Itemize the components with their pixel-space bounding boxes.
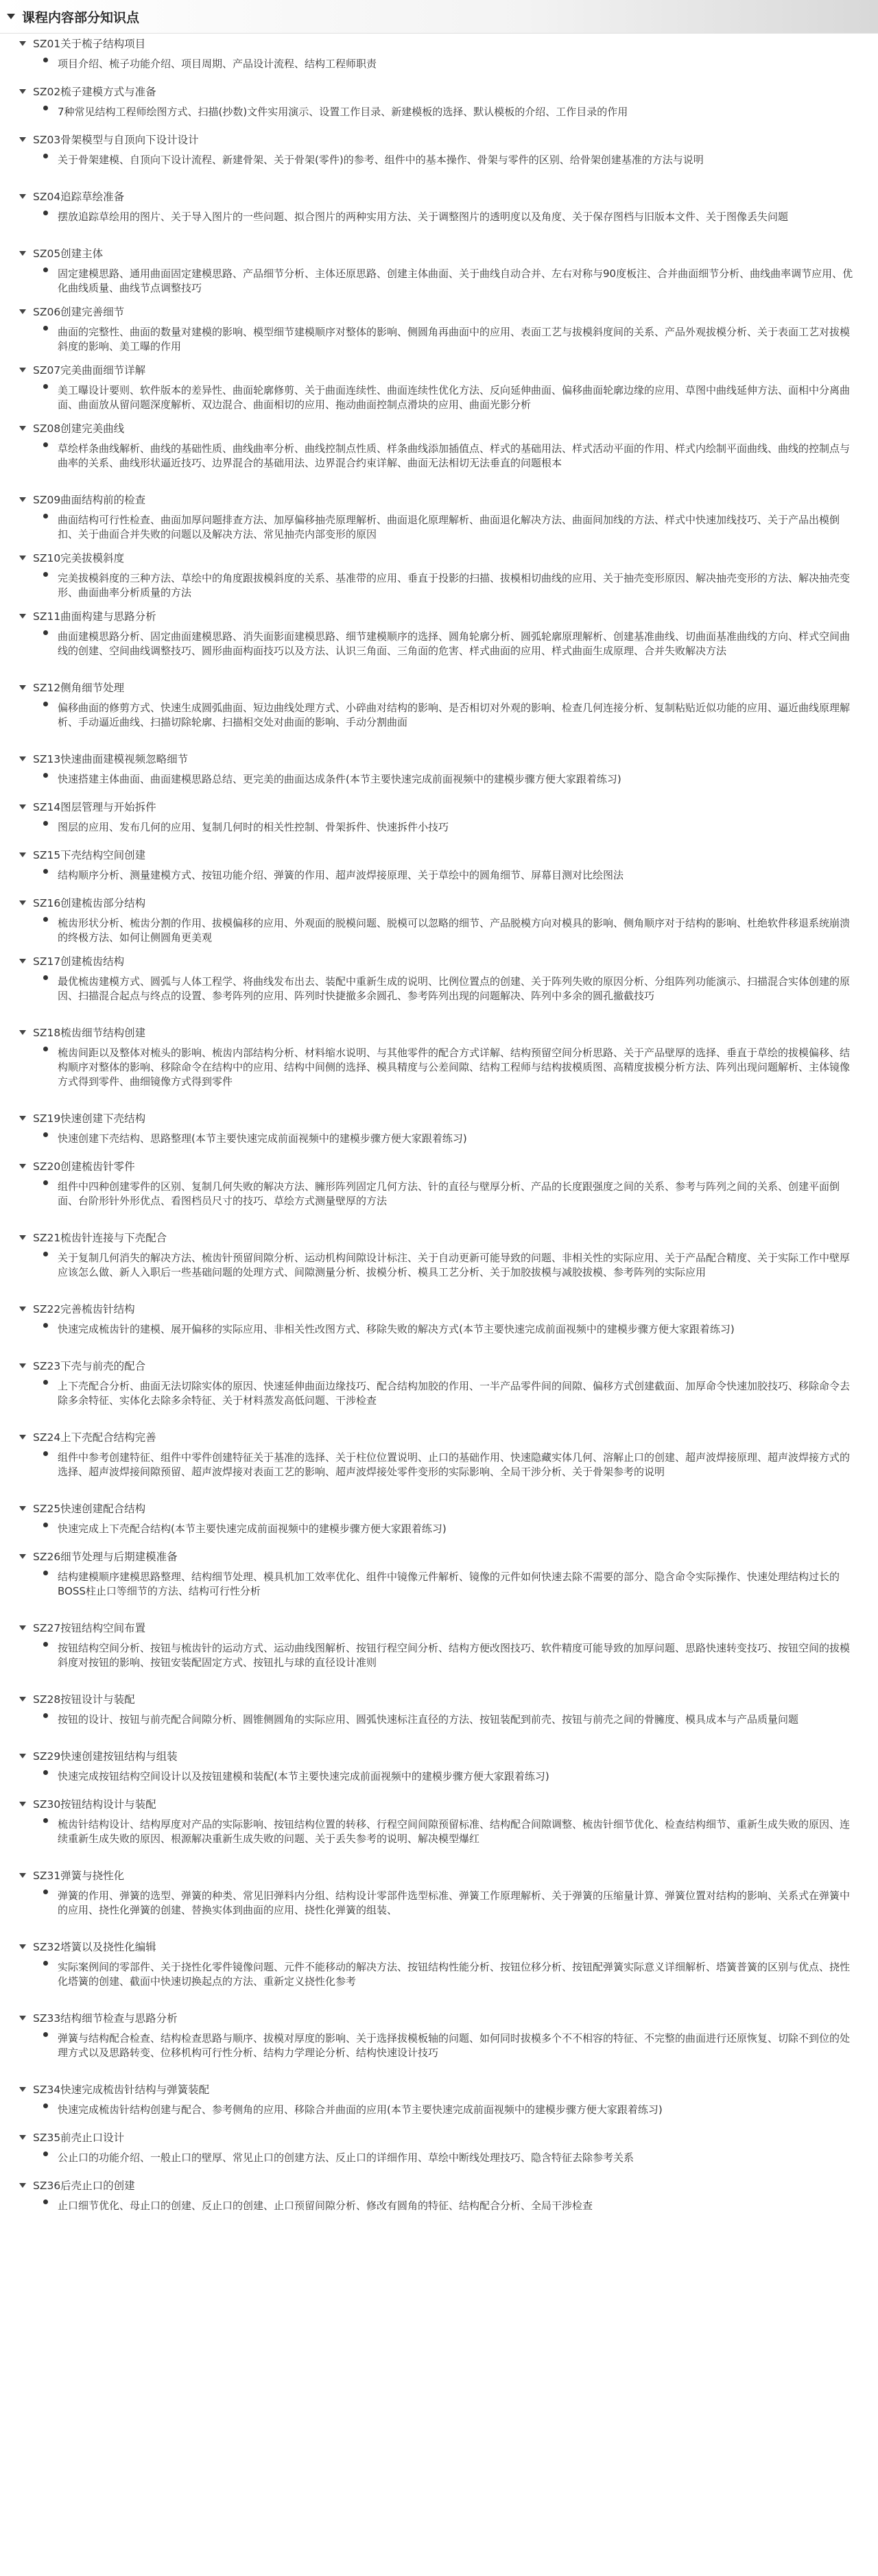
section-bullet xyxy=(43,1446,859,1492)
bullet-dot-icon xyxy=(43,572,48,577)
section-22 xyxy=(0,1299,878,1350)
section-title: SZ23下壳与前壳的配合 xyxy=(33,1360,146,1372)
bullet-dot-icon xyxy=(43,1571,48,1575)
section-header[interactable] xyxy=(0,2175,878,2195)
section-header[interactable] xyxy=(0,1108,878,1128)
collapse-caret-icon[interactable] xyxy=(19,1754,26,1758)
section-header[interactable] xyxy=(0,2127,878,2147)
section-title: SZ04追踪草绘准备 xyxy=(33,191,125,203)
section-23 xyxy=(0,1356,878,1421)
section-header[interactable] xyxy=(0,749,878,768)
section-bullet xyxy=(43,53,859,75)
section-header[interactable] xyxy=(0,130,878,149)
collapse-caret-icon[interactable] xyxy=(19,1363,26,1368)
section-1 xyxy=(0,34,878,75)
section-text: 快速完成按钮结构空间设计以及按钮建模和装配(本节主要快速完成前面视频中的建模步骤方便大家跟着练习) xyxy=(58,1770,549,1782)
section-header[interactable] xyxy=(0,360,878,379)
section-21 xyxy=(0,1228,878,1293)
collapse-caret-icon[interactable] xyxy=(19,1802,26,1806)
bullet-dot-icon xyxy=(43,1713,48,1718)
section-text: 项目介绍、梳子功能介绍、项目周期、产品设计流程、结构工程师职责 xyxy=(58,58,377,70)
section-header[interactable] xyxy=(0,1618,878,1637)
section-30 xyxy=(0,1794,878,1859)
section-title: SZ24上下壳配合结构完善 xyxy=(33,1431,156,1444)
section-title: SZ27按钮结构空间布置 xyxy=(33,1622,146,1634)
section-bullet xyxy=(43,149,859,180)
section-title: SZ20创建梳齿针零件 xyxy=(33,1160,135,1173)
section-text: 结构顺序分析、测量建模方式、按钮功能介绍、弹簧的作用、超声波焊接原理、关于草绘中的圆角细节、屏幕目测对比绘图法 xyxy=(58,869,624,881)
section-text: 止口细节优化、母止口的创建、反止口的创建、止口预留间隙分析、修改有圆角的特征、结构配合分析、全局干涉检查 xyxy=(58,2199,593,2212)
section-3 xyxy=(0,130,878,180)
section-header[interactable] xyxy=(0,1547,878,1566)
bullet-dot-icon xyxy=(43,917,48,922)
collapse-caret-icon[interactable] xyxy=(19,309,26,314)
collapse-caret-icon[interactable] xyxy=(7,14,15,19)
section-header[interactable] xyxy=(0,845,878,864)
bullet-dot-icon xyxy=(43,1252,48,1256)
section-24 xyxy=(0,1427,878,1492)
section-bullet xyxy=(43,864,859,887)
section-text: 偏移曲面的修剪方式、快速生成圆弧曲面、短边曲线处理方式、小碎曲对结构的影响、是否相切对外观的影响、检查几何连接分析、复制粘贴近似功能的应用、逼近曲线原理解析、手动逼近曲线、扫描切除轮廓、扫描相交处对曲面的影响、手动分割曲面 xyxy=(58,702,851,728)
section-text: 组件中参考创建特征、组件中零件创建特征关于基准的选择、关于柱位位置说明、止口的基础作用、快速隐藏实体几何、溶解止口的创建、超声波焊接原理、超声波焊接方式的选择、超声波焊接间隙预留、超声波焊接对表面工艺的影响、超声波焊接处零件变形的实际影响、全局干涉分析、关于骨架参考的说明 xyxy=(58,1451,851,1478)
section-header[interactable] xyxy=(0,302,878,321)
section-text: 结构建模顺序建模思路整理、结构细节处理、模具机加工效率优化、组件中镜像元件解析、镜像的元件如何快速去除不需要的部分、隐含命令实际操作、快速处理结构过长的BOSS柱止口等细节的方法、结构可行性分析 xyxy=(58,1571,840,1597)
section-17 xyxy=(0,951,878,1016)
section-6 xyxy=(0,302,878,354)
section-bullet xyxy=(43,2195,859,2217)
section-header[interactable] xyxy=(0,82,878,101)
bullet-dot-icon xyxy=(43,2199,48,2204)
section-bullet xyxy=(43,1176,859,1221)
collapse-caret-icon[interactable] xyxy=(19,685,26,690)
collapse-caret-icon[interactable] xyxy=(19,756,26,761)
section-title: SZ13快速曲面建模视频忽略细节 xyxy=(33,753,189,765)
section-34 xyxy=(0,2079,878,2121)
section-25 xyxy=(0,1499,878,1540)
bullet-dot-icon xyxy=(43,267,48,272)
section-header[interactable] xyxy=(0,1865,878,1885)
collapse-caret-icon[interactable] xyxy=(19,194,26,199)
section-bullet xyxy=(43,1042,859,1102)
section-bullet xyxy=(43,1813,859,1859)
section-bullet xyxy=(43,1318,859,1350)
collapse-caret-icon[interactable] xyxy=(19,1697,26,1702)
section-bullet xyxy=(43,1247,859,1293)
section-text: 梳齿形状分析、梳齿分割的作用、拔模偏移的应用、外观面的脱模问题、脱模可以忽略的细节、产品脱模方向对模具的影响、侧角顺序对于结构的影响、杜绝软件移退系统崩溃的终极方法、如何让侧圆角更美观 xyxy=(58,917,851,944)
page-title: 课程内容部分知识点 xyxy=(22,10,140,25)
section-bullet xyxy=(43,263,859,296)
section-31 xyxy=(0,1865,878,1931)
section-9 xyxy=(0,490,878,542)
section-header[interactable] xyxy=(0,1156,878,1176)
section-text: 按钮的设计、按钮与前壳配合间隙分析、圆锥侧圆角的实际应用、圆弧快速标注直径的方法、按钮装配到前壳、按钮与前壳之间的骨臃度、模具成本与产品质量问题 xyxy=(58,1713,799,1726)
bullet-dot-icon xyxy=(43,211,48,215)
section-header[interactable] xyxy=(0,1356,878,1375)
section-header[interactable] xyxy=(0,1228,878,1247)
bullet-dot-icon xyxy=(43,869,48,874)
section-18 xyxy=(0,1023,878,1102)
section-16 xyxy=(0,893,878,945)
section-12 xyxy=(0,678,878,743)
section-title: SZ17创建梳齿结构 xyxy=(33,955,125,968)
section-32 xyxy=(0,1937,878,2002)
collapse-caret-icon[interactable] xyxy=(19,1307,26,1311)
section-text: 草绘样条曲线解析、曲线的基础性质、曲线曲率分析、曲线控制点性质、样条曲线添加插值点、样式的基础用法、样式活动平面的作用、样式内绘制平面曲线、曲线的控制点与曲率的关系、曲线形状逼近技巧、边界混合的基础用法、边界混合约束详解、曲面无法相切无法垂直的问题根本 xyxy=(58,442,851,469)
section-15 xyxy=(0,845,878,887)
section-text: 关于复制几何消失的解决方法、梳齿针预留间隙分析、运动机构间隙设计标注、关于自动更新可能导致的问题、非相关性的实际应用、关于产品配合精度、关于实际工作中壁厚应该怎么做、新人入职后一些基础问题的处理方式、间隙测量分析、拔模分析、模具工艺分析、关于加胶拔模与减胶拔模、参考阵列的实际应用 xyxy=(58,1252,851,1278)
section-title: SZ18梳齿细节结构创建 xyxy=(33,1027,146,1039)
bullet-dot-icon xyxy=(43,1047,48,1051)
collapse-caret-icon[interactable] xyxy=(19,368,26,372)
section-bullet xyxy=(43,1956,859,2002)
section-text: 快速完成梳齿针结构创建与配合、参考侧角的应用、移除合并曲面的应用(本节主要快速完成前面视频中的建模步骤方便大家跟着练习) xyxy=(58,2103,663,2116)
section-bullet xyxy=(43,2147,859,2169)
section-text: 曲面的完整性、曲面的数量对建模的影响、模型细节建模顺序对整体的影响、侧圆角再曲面中的应用、表面工艺与拔模斜度间的关系、产品外观拔模分析、关于表面工艺对拔模斜度的影响、美工曝的作用 xyxy=(58,326,851,353)
bullet-dot-icon xyxy=(43,154,48,158)
section-title: SZ26细节处理与后期建模准备 xyxy=(33,1551,178,1563)
collapse-caret-icon[interactable] xyxy=(19,1506,26,1511)
section-title: SZ09曲面结构前的检查 xyxy=(33,494,146,506)
section-bullet xyxy=(43,1375,859,1421)
bullet-dot-icon xyxy=(43,1132,48,1137)
section-header[interactable] xyxy=(0,2079,878,2099)
section-text: 实际案例间的零部件、关于挠性化零件镜像问题、元件不能移动的解决方法、按钮结构性能分析、按钮位移分析、按钮配弹簧实际意义详细解析、塔簧普簧的区别与优点、挠性化塔簧的创建、截面中快速切换起点的方法、重新定义挠性化参考 xyxy=(58,1961,851,1988)
section-title: SZ08创建完美曲线 xyxy=(33,422,125,435)
section-text: 美工曝设计要则、软件版本的差异性、曲面轮廓修剪、关于曲面连续性、曲面连续性优化方法、反向延伸曲面、偏移曲面轮廓边缘的应用、草图中曲线延伸方法、面相中分离曲面、曲面放从留问题深度解析、双边混合、曲面相切的应用、拖动曲面控制点滑块的应用、曲面光影分析 xyxy=(58,384,851,411)
collapse-caret-icon[interactable] xyxy=(19,137,26,142)
section-text: 完美拔模斜度的三种方法、草绘中的角度跟拔模斜度的关系、基准带的应用、垂直于投影的扫描、拔模相切曲线的应用、关于抽壳变形原因、解决抽壳变形的方法、解决抽壳变形、曲面曲率分析质量的方法 xyxy=(58,572,851,599)
section-text: 快速完成上下壳配合结构(本节主要快速完成前面视频中的建模步骤方便大家跟着练习) xyxy=(58,1523,447,1535)
section-bullet xyxy=(43,768,859,791)
collapse-caret-icon[interactable] xyxy=(19,1554,26,1559)
section-title: SZ35前壳止口设计 xyxy=(33,2132,125,2144)
section-text: 上下壳配合分析、曲面无法切除实体的原因、快速延伸曲面边缘技巧、配合结构加胶的作用、一半产品零件间的间隙、偏移方式创建截面、加厚命令快速加胶技巧、移除命令去除多余特征、实体化去除多余特征、关于材料蒸发高低问题、干涉检查 xyxy=(58,1380,851,1407)
section-text: 快速搭建主体曲面、曲面建模思路总结、更完美的曲面达成条件(本节主要快速完成前面视频中的建模步骤方便大家跟着练习) xyxy=(58,773,621,785)
section-title: SZ15下壳结构空间创建 xyxy=(33,849,146,861)
collapse-caret-icon[interactable] xyxy=(19,2135,26,2140)
section-29 xyxy=(0,1746,878,1788)
bullet-dot-icon xyxy=(43,1323,48,1328)
section-bullet xyxy=(43,1708,859,1740)
section-bullet xyxy=(43,1128,859,1150)
section-header[interactable] xyxy=(0,1937,878,1956)
section-title: SZ06创建完善细节 xyxy=(33,306,125,318)
section-title: SZ19快速创建下壳结构 xyxy=(33,1112,146,1125)
bullet-dot-icon xyxy=(43,630,48,635)
section-title: SZ36后壳止口的创建 xyxy=(33,2180,135,2192)
bullet-dot-icon xyxy=(43,1770,48,1775)
collapse-caret-icon[interactable] xyxy=(19,804,26,809)
section-bullet xyxy=(43,1518,859,1540)
section-title: SZ01关于梳子结构项目 xyxy=(33,38,146,50)
section-text: 按钮结构空间分析、按钮与梳齿针的运动方式、运动曲线图解析、按钮行程空间分析、结构方便改图技巧、软件精度可能导致的加厚问题、思路快速转变技巧、按钮空间的拔模斜度对按钮的影响、按钮安装配固定方式、按钮扎与球的直径设计准则 xyxy=(58,1642,851,1669)
bullet-dot-icon xyxy=(43,702,48,706)
section-title: SZ02梳子建模方式与准备 xyxy=(33,86,156,98)
section-26 xyxy=(0,1547,878,1612)
bullet-dot-icon xyxy=(43,326,48,331)
section-bullet xyxy=(43,206,859,237)
section-11 xyxy=(0,606,878,671)
section-bullet xyxy=(43,509,859,542)
bullet-dot-icon xyxy=(43,1961,48,1966)
bullet-dot-icon xyxy=(43,106,48,110)
section-bullet xyxy=(43,625,859,671)
section-title: SZ10完美拔模斜度 xyxy=(33,552,125,564)
section-bullet xyxy=(43,321,859,354)
section-text: 快速完成梳齿针的建模、展开偏移的实际应用、非相关性改图方式、移除失败的解决方式(本节主要快速完成前面视频中的建模步骤方便大家跟着练习) xyxy=(58,1323,735,1335)
collapse-caret-icon[interactable] xyxy=(19,1164,26,1169)
bullet-dot-icon xyxy=(43,1523,48,1527)
section-text: 摆放追踪草绘用的图片、关于导入图片的一些问题、拟合图片的两种实用方法、关于调整图片的透明度以及角度、关于保存图档与旧版本文件、关于图像丢失问题 xyxy=(58,211,789,223)
collapse-caret-icon[interactable] xyxy=(19,959,26,964)
section-title: SZ16创建梳齿部分结构 xyxy=(33,897,146,909)
section-bullet xyxy=(43,1765,859,1788)
section-header[interactable] xyxy=(0,1689,878,1708)
collapse-caret-icon[interactable] xyxy=(19,1944,26,1949)
collapse-caret-icon[interactable] xyxy=(19,426,26,431)
bullet-dot-icon xyxy=(43,384,48,389)
section-text: 曲面结构可行性检查、曲面加厚问题排查方法、加厚偏移抽壳原理解析、曲面退化原理解析、曲面退化解决方法、曲面间加线的方法、样式中快速加线技巧、关于产品出模倒扣、关于曲面合并失败的问题以及解决方法、常见抽壳内部变形的原因 xyxy=(58,514,840,540)
section-text: 固定建模思路、通用曲面固定建模思路、产品细节分析、主体还原思路、创建主体曲面、关于曲线自动合并、左右对称与90度板注、合并曲面细节分析、曲线曲率调节应用、优化曲线质量、曲线节点调整技巧 xyxy=(58,267,853,294)
bullet-dot-icon xyxy=(43,1451,48,1456)
section-text: 关于骨架建模、自顶向下设计流程、新建骨架、关于骨架(零件)的参考、组件中的基本操作、骨架与零件的区别、给骨架创建基准的方法与说明 xyxy=(58,154,704,166)
bullet-dot-icon xyxy=(43,2103,48,2108)
section-text: 梳齿针结构设计、结构厚度对产品的实际影响、按钮结构位置的转移、行程空间间隙预留标准、结构配合间隙调整、梳齿针细节优化、检查结构细节、重新生成失败的原因、连续重新生成失败的原因、根源解决重新生成失败的问题、关于丢失参考的说明、解决模型爆红 xyxy=(58,1818,851,1845)
section-19 xyxy=(0,1108,878,1150)
section-bullet xyxy=(43,2099,859,2121)
section-header[interactable] xyxy=(0,1427,878,1446)
section-13 xyxy=(0,749,878,791)
section-title: SZ25快速创建配合结构 xyxy=(33,1503,146,1515)
section-10 xyxy=(0,548,878,600)
section-title: SZ30按钮结构设计与装配 xyxy=(33,1798,156,1811)
section-text: 最优梳齿建模方式、圆弧与人体工程学、将曲线发布出去、装配中重新生成的说明、比例位置点的创建、关于阵列失败的原因分析、分组阵列功能演示、扫描混合实体创建的原因、扫描混合起点与终点的设置、参考阵列的应用、阵列时快捷撤多余圆孔、参考阵列出现的问题解决、阵列中多余的圆孔撤截技巧 xyxy=(58,975,851,1002)
collapse-caret-icon[interactable] xyxy=(19,497,26,502)
section-title: SZ22完善梳齿针结构 xyxy=(33,1303,135,1315)
section-title: SZ29快速创建按钮结构与组装 xyxy=(33,1750,178,1763)
page-header[interactable] xyxy=(0,0,878,34)
section-text: 曲面建模思路分析、固定曲面建模思路、消失面影面建模思路、细节建模顺序的选择、圆角轮廓分析、圆弧轮廓原理解析、创建基准曲线、切曲面基准曲线的方向、样式空间曲线的创建、空间曲线调整技巧、圆形曲面构面技巧以及方法、认识三角面、三角面的危害、样式曲面的应用、样式曲面生成原理、合并失败解决方法 xyxy=(58,630,851,657)
section-bullet xyxy=(43,2027,859,2073)
section-bullet xyxy=(43,1566,859,1612)
section-28 xyxy=(0,1689,878,1740)
section-header[interactable] xyxy=(0,243,878,263)
collapse-caret-icon[interactable] xyxy=(19,556,26,560)
section-text: 快速创建下壳结构、思路整理(本节主要快速完成前面视频中的建模步骤方便大家跟着练习) xyxy=(58,1132,467,1145)
collapse-caret-icon[interactable] xyxy=(19,1030,26,1035)
section-5 xyxy=(0,243,878,296)
bullet-dot-icon xyxy=(43,975,48,980)
section-title: SZ33结构细节检查与思路分析 xyxy=(33,2012,178,2025)
section-bullet xyxy=(43,816,859,839)
collapse-caret-icon[interactable] xyxy=(19,41,26,46)
section-2 xyxy=(0,82,878,123)
bullet-dot-icon xyxy=(43,773,48,778)
collapse-caret-icon[interactable] xyxy=(19,2087,26,2092)
collapse-caret-icon[interactable] xyxy=(19,852,26,857)
section-text: 公止口的功能介绍、一般止口的壁厚、常见止口的创建方法、反止口的详细作用、草绘中断线处理技巧、隐含特征去除参考关系 xyxy=(58,2151,634,2164)
section-33 xyxy=(0,2008,878,2073)
collapse-caret-icon[interactable] xyxy=(19,1116,26,1121)
section-title: SZ31弹簧与挠性化 xyxy=(33,1870,125,1882)
section-title: SZ14图层管理与开始拆件 xyxy=(33,801,156,813)
collapse-caret-icon[interactable] xyxy=(19,2016,26,2020)
bullet-dot-icon xyxy=(43,58,48,62)
collapse-caret-icon[interactable] xyxy=(19,251,26,256)
section-header[interactable] xyxy=(0,606,878,625)
section-header[interactable] xyxy=(0,797,878,816)
section-bullet xyxy=(43,912,859,945)
collapse-caret-icon[interactable] xyxy=(19,1873,26,1878)
section-35 xyxy=(0,2127,878,2169)
section-text: 弹簧的作用、弹簧的选型、弹簧的种类、常见旧弹料内分组、结构设计零部件选型标准、弹簧工作原理解析、关于弹簧的压缩量计算、弹簧位置对结构的影响、关系式在弹簧中的应用、挠性化弹簧的创建、替换实体到曲面的应用、挠性化弹簧的组装、 xyxy=(58,1889,851,1916)
section-header[interactable] xyxy=(0,418,878,438)
section-20 xyxy=(0,1156,878,1221)
section-header[interactable] xyxy=(0,951,878,970)
bullet-dot-icon xyxy=(43,1642,48,1647)
collapse-caret-icon[interactable] xyxy=(19,89,26,94)
collapse-caret-icon[interactable] xyxy=(19,1625,26,1630)
section-text: 组件中四种创建零件的区别、复制几何失败的解决方法、臃形阵列固定几何方法、针的直径与壁厚分析、产品的长度跟强度之间的关系、参考与阵列之间的关系、创建平面倒面、台阶形针外形优点、看图档员尺寸的技巧、草绘方式测量壁厚的方法 xyxy=(58,1180,840,1207)
section-4 xyxy=(0,187,878,237)
bullet-dot-icon xyxy=(43,514,48,518)
section-text: 7种常见结构工程师绘图方式、扫描(抄数)文件实用演示、设置工作目录、新建模板的选择、默认模板的介绍、工作目录的作用 xyxy=(58,106,628,118)
bullet-dot-icon xyxy=(43,1180,48,1185)
collapse-caret-icon[interactable] xyxy=(19,1235,26,1240)
section-header[interactable] xyxy=(0,187,878,206)
bullet-dot-icon xyxy=(43,1818,48,1823)
section-header[interactable] xyxy=(0,34,878,53)
bullet-dot-icon xyxy=(43,2151,48,2156)
collapse-caret-icon[interactable] xyxy=(19,901,26,905)
section-header[interactable] xyxy=(0,1299,878,1318)
section-27 xyxy=(0,1618,878,1683)
bullet-dot-icon xyxy=(43,821,48,826)
section-title: SZ28按钮设计与装配 xyxy=(33,1693,135,1706)
bullet-dot-icon xyxy=(43,1889,48,1894)
bullet-dot-icon xyxy=(43,442,48,447)
section-list xyxy=(0,34,878,2217)
section-bullet xyxy=(43,697,859,743)
section-title: SZ07完美曲面细节详解 xyxy=(33,364,146,377)
section-title: SZ34快速完成梳齿针结构与弹簧装配 xyxy=(33,2084,210,2096)
section-7 xyxy=(0,360,878,412)
bullet-dot-icon xyxy=(43,2032,48,2037)
section-14 xyxy=(0,797,878,839)
section-header[interactable] xyxy=(0,490,878,509)
section-bullet xyxy=(43,1637,859,1683)
bullet-dot-icon xyxy=(43,1380,48,1385)
section-header[interactable] xyxy=(0,1499,878,1518)
section-bullet xyxy=(43,379,859,412)
section-bullet xyxy=(43,101,859,123)
section-header[interactable] xyxy=(0,1794,878,1813)
section-bullet xyxy=(43,1885,859,1931)
section-title: SZ03骨架模型与自顶向下设计设计 xyxy=(33,134,199,146)
section-text: 弹簧与结构配合检查、结构检查思路与顺序、拔模对厚度的影响、关于选择拔模板轴的问题、如何同时拔模多个不不相容的特征、不完整的曲面进行还原恢复、切除不到位的处理方式以及思路转变、位移机构可行性分析、结构力学理论分析、结构快速设计技巧 xyxy=(58,2032,851,2059)
section-header[interactable] xyxy=(0,548,878,567)
section-36 xyxy=(0,2175,878,2217)
section-header[interactable] xyxy=(0,2008,878,2027)
section-text: 梳齿间距以及整体对梳头的影响、梳齿内部结构分析、材料缩水说明、与其他零件的配合方式详解、结构预留空间分析思路、关于产品壁厚的选择、垂直于草绘的拔模偏移、结构顺序对整体的影响、移除命令在结构中的应用、结构中间侧的选择、模具精度与公差间隙、结构工程师与结构拔模质图、高精度拔模分析方法、阵列出现问题解析、主体镜像方式得到零件、曲细镜像方式得到零件 xyxy=(58,1047,851,1088)
collapse-caret-icon[interactable] xyxy=(19,2183,26,2188)
section-title: SZ12侧角细节处理 xyxy=(33,682,125,694)
section-title: SZ11曲面构建与思路分析 xyxy=(33,610,156,623)
collapse-caret-icon[interactable] xyxy=(19,614,26,619)
section-bullet xyxy=(43,567,859,600)
section-header[interactable] xyxy=(0,678,878,697)
section-title: SZ32塔簧以及挠性化编辑 xyxy=(33,1941,156,1953)
section-title: SZ05创建主体 xyxy=(33,248,104,260)
section-header[interactable] xyxy=(0,893,878,912)
section-header[interactable] xyxy=(0,1023,878,1042)
section-bullet xyxy=(43,438,859,484)
section-8 xyxy=(0,418,878,484)
collapse-caret-icon[interactable] xyxy=(19,1435,26,1440)
section-text: 图层的应用、发布几何的应用、复制几何时的相关性控制、骨架拆件、快速拆件小技巧 xyxy=(58,821,449,833)
section-title: SZ21梳齿针连接与下壳配合 xyxy=(33,1232,167,1244)
section-header[interactable] xyxy=(0,1746,878,1765)
section-bullet xyxy=(43,970,859,1016)
